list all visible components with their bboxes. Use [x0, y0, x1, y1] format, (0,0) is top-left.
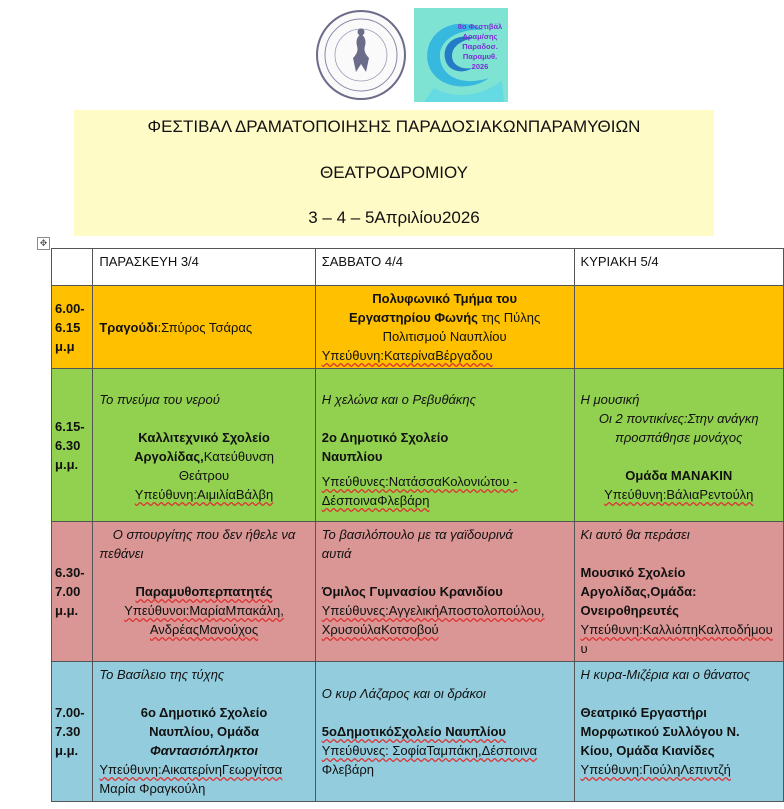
performance-cell: Η χελώνα και ο Ρεβυθάκης 2ο Δημοτικό Σχολείο Ναυπλίου Υπεύθυνες:ΝατάσσαΚολονιώτου - ΔέσποιναΦλεβάρη [315, 369, 574, 522]
performance-cell: Η μουσική Οι 2 ποντικίνες:Στην ανάγκη προσπάθησε μονάχος Ομάδα ΜΑΝΑΚΙΝ Υπεύθυνη:ΒάλιαΡεντούλη [574, 369, 783, 522]
organizer-title: ΘΕΑΤΡΟΔΡΟΜΙΟΥ [319, 163, 469, 182]
festival-title: ΦΕΣΤΙΒΑΛ ΔΡΑΜΑΤΟΠΟΙΗΣΗΣ ΠΑΡΑΔΟΣΙΑΚΩΝΠΑΡΑΜΥΘΙΩΝ [147, 117, 641, 136]
table-row [52, 369, 784, 522]
table-move-handle-icon[interactable]: ✥ [37, 237, 50, 250]
performance-cell: Ο σπουργίτης που δεν ήθελε να πεθάνει Παραμυθοπερπατητές Υπεύθυνοι:ΜαρίαΜπακάλη, ΑνδρέαςΜανούχος [93, 522, 315, 662]
time-slot-cell: 7.00- 7.30 μ.μ. [52, 662, 93, 802]
corner-cell [52, 249, 93, 286]
table-row [52, 662, 784, 802]
header-sunday: ΚΥΡΙΑΚΗ 5/4 [574, 249, 783, 286]
table-row [52, 286, 784, 369]
performance-cell: Η κυρα-Μιζέρια και ο θάνατος Θεατρικό Εργαστήρι Μορφωτικού Συλλόγου Ν. Κίου, Ομάδα Κιανίδες Υπεύθυνη:ΓιούληΛεπιντζή [574, 662, 783, 802]
time-slot-cell: 6.00- 6.15 μ.μ [52, 286, 93, 369]
festival-logo-text: 8ο Φεστιβάλ Δραμ/σης Παραδοσ. Παραμυθ. 2026 [457, 22, 503, 71]
performance-cell: Πολυφωνικό Τμήμα του Εργαστηρίου Φωνής της Πύλης Πολιτισμού Ναυπλίου Υπεύθυνη:ΚατερίναΒέργαδου [315, 286, 574, 369]
theatrodromio-seal-logo [316, 10, 406, 100]
festival-title-block [74, 110, 714, 236]
festival-dates: 3 – 4 – 5Απριλίου2026 [308, 208, 480, 227]
performance-cell-empty [574, 286, 783, 369]
festival-logo [414, 8, 508, 102]
table-row [52, 522, 784, 662]
performance-cell: Το πνεύμα του νερού Καλλιτεχνικό Σχολείο Αργολίδας,Κατεύθυνση Θεάτρου Υπεύθυνη:ΑιμιλίαΒάλβη [93, 369, 315, 522]
performance-cell: Τραγούδι:Σπύρος Τσάρας [93, 286, 315, 369]
time-slot-cell: 6.30- 7.00 μ.μ. [52, 522, 93, 662]
performance-cell: Ο κυρ Λάζαρος και οι δράκοι 5οΔημοτικόΣχολείο Ναυπλίου Υπεύθυνες: ΣοφίαΤαμπάκη,Δέσποινα Φλεβάρη [315, 662, 574, 802]
header-saturday: ΣΑΒΒΑΤΟ 4/4 [315, 249, 574, 286]
header-friday: ΠΑΡΑΣΚΕΥΗ 3/4 [93, 249, 315, 286]
schedule-table [51, 248, 784, 802]
performance-cell: Το Βασίλειο της τύχης 6ο Δημοτικό Σχολείο Ναυπλίου, Ομάδα Φαντασιόπληκτοι Υπεύθυνη:ΑικατερίνηΓεωργίτσα Μαρία Φραγκούλη [93, 662, 315, 802]
table-header-row [52, 249, 784, 286]
time-slot-cell: 6.15- 6.30 μ.μ. [52, 369, 93, 522]
performance-cell: Κι αυτό θα περάσει Μουσικό Σχολείο Αργολίδας,Ομάδα: Ονειροθηρευτές Υπεύθυνη:ΚαλλιόπηΚαλποδήμου υ [574, 522, 783, 662]
performance-cell: Το βασιλόπουλο με τα γαϊδουρινά αυτιά Όμιλος Γυμνασίου Κρανιδίου Υπεύθυνες:ΑγγελικήΑποστολοπούλου, ΧρυσούλαΚοτσοβού [315, 522, 574, 662]
seal-figure-icon [318, 12, 404, 98]
